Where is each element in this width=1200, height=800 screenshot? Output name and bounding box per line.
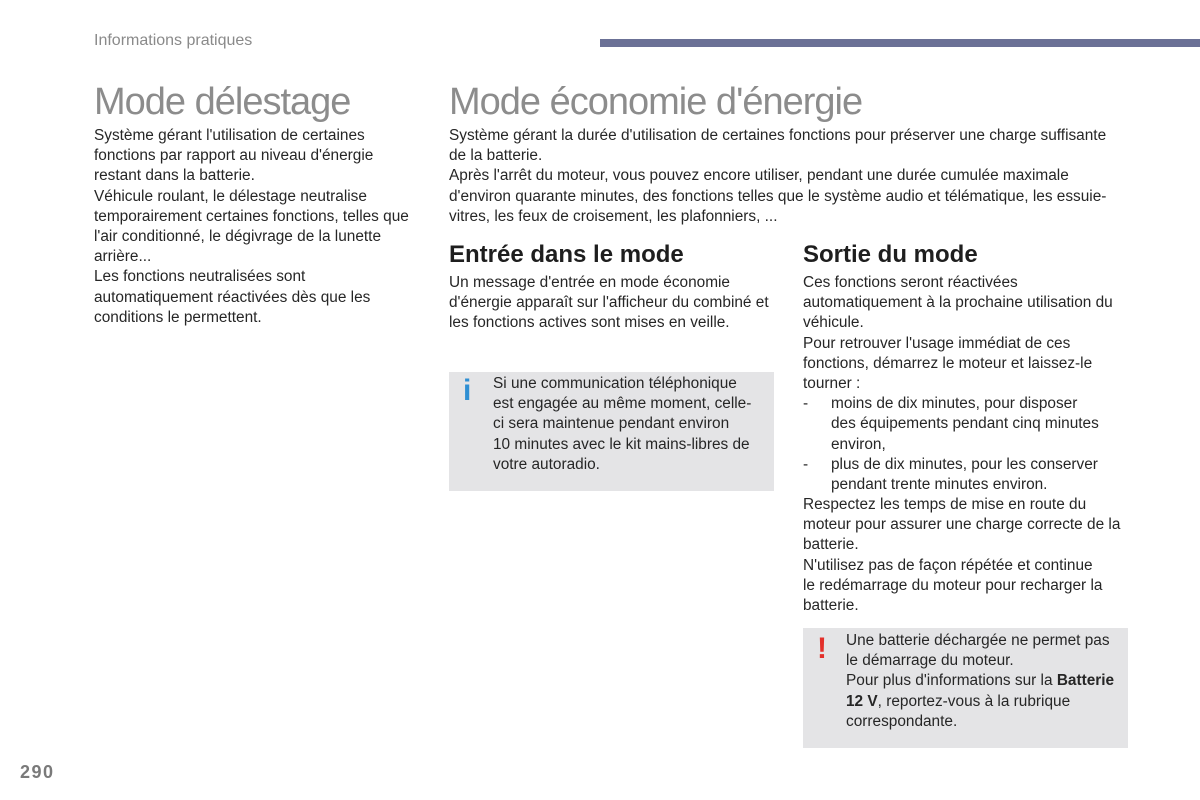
text-line: véhicule. — [803, 314, 864, 332]
economie-intro — [449, 126, 1106, 227]
text-line: Pour retrouver l'usage immédiat de ces — [803, 334, 1071, 352]
sortie-body — [803, 273, 1120, 616]
entree-heading: Entrée dans le mode — [449, 241, 684, 268]
text-line: moins de dix minutes, pour disposer — [831, 395, 1078, 413]
text-line: plus de dix minutes, pour les conserver — [831, 455, 1098, 473]
text-line: l'air conditionné, le dégivrage de la lunette — [94, 227, 382, 245]
text-line: restant dans la batterie. — [94, 167, 255, 185]
text-line — [846, 671, 1114, 691]
text-line: 10 minutes avec le kit mains-libres de — [493, 435, 750, 453]
text-line: les fonctions actives sont mises en veille. — [449, 314, 730, 332]
section-title: Informations pratiques — [94, 32, 253, 49]
delestage-body — [94, 126, 409, 328]
page-number: 290 — [20, 762, 55, 782]
text-line: Un message d'entrée en mode économie — [449, 274, 730, 291]
text-line: moteur pour assurer une charge correcte de la — [803, 516, 1121, 534]
list-item-text — [831, 455, 1098, 495]
entree-body — [449, 273, 769, 334]
text-line: vitres, les feux de croisement, les plafonniers, ... — [449, 207, 778, 225]
economie-title: Mode économie d'énergie — [449, 81, 863, 123]
text-line: Ces fonctions seront réactivées — [803, 274, 1018, 291]
text-line: Après l'arrêt du moteur, vous pouvez encore utiliser, pendant une durée cumulée maximale — [449, 167, 1069, 185]
reference-topic: Batterie — [1056, 672, 1115, 690]
sortie-heading: Sortie du mode — [803, 241, 978, 268]
text-line: d'énergie apparaît sur l'afficheur du combiné et — [449, 294, 769, 312]
warning-icon: ! — [817, 632, 827, 665]
text-line: arrière... — [94, 248, 152, 266]
text-line: pendant trente minutes environ. — [831, 475, 1048, 493]
text-line: Système gérant l'utilisation de certaines — [94, 127, 365, 144]
text-line: Respectez les temps de mise en route du — [803, 496, 1087, 514]
reference-topic-voltage: 12 V — [846, 692, 878, 710]
text-line: temporairement certaines fonctions, telles que — [94, 207, 409, 225]
warning-note-text — [846, 631, 1114, 732]
text-line: correspondante. — [846, 712, 958, 730]
text-line: d'environ quarante minutes, des fonctions telles que le système audio et télématique, les essuie- — [449, 187, 1107, 205]
text-line: des équipements pendant cinq minutes — [831, 415, 1099, 433]
text-line: batterie. — [803, 536, 859, 554]
reference-suffix: , reportez-vous à la rubrique — [877, 692, 1071, 710]
list-item — [803, 394, 1120, 455]
text-line: N'utilisez pas de façon répétée et continue — [803, 556, 1093, 574]
info-note-box — [449, 372, 774, 491]
text-line: fonctions, démarrez le moteur et laissez-le — [803, 354, 1093, 372]
list-item — [803, 455, 1120, 495]
text-line: de la batterie. — [449, 147, 543, 165]
text-line: batterie. — [803, 597, 859, 614]
list-bullet: - — [803, 455, 809, 473]
text-line: conditions le permettent. — [94, 308, 262, 326]
text-line: ci sera maintenue pendant environ — [493, 415, 730, 433]
text-line: Si une communication téléphonique — [493, 375, 737, 392]
text-line: automatiquement réactivées dès que les — [94, 288, 371, 306]
text-line: Les fonctions neutralisées sont — [94, 268, 306, 286]
text-line: votre autoradio. — [493, 455, 600, 473]
list-item-text — [831, 394, 1099, 455]
text-line: le démarrage du moteur. — [846, 652, 1014, 670]
text-line: Véhicule roulant, le délestage neutralise — [94, 187, 367, 205]
info-note-text — [493, 374, 751, 475]
warning-note-box — [803, 628, 1128, 748]
list-bullet: - — [803, 395, 809, 413]
text-line: fonctions par rapport au niveau d'énergie — [94, 147, 374, 165]
text-line: est engagée au même moment, celle- — [493, 395, 752, 413]
delestage-title: Mode délestage — [94, 81, 351, 123]
text-line: Une batterie déchargée ne permet pas — [846, 632, 1110, 649]
text-line — [846, 692, 1114, 712]
text-line: le redémarrage du moteur pour recharger la — [803, 576, 1103, 594]
text-line: tourner : — [803, 374, 861, 392]
text-line: automatiquement à la prochaine utilisation du — [803, 294, 1113, 312]
info-icon: i — [463, 374, 472, 407]
reference-prefix: Pour plus d'informations sur la — [846, 672, 1057, 690]
text-line: environ, — [831, 435, 886, 453]
header-accent-bar — [600, 39, 1200, 47]
text-line: Système gérant la durée d'utilisation de certaines fonctions pour préserver une charge suffisante — [449, 127, 1107, 144]
